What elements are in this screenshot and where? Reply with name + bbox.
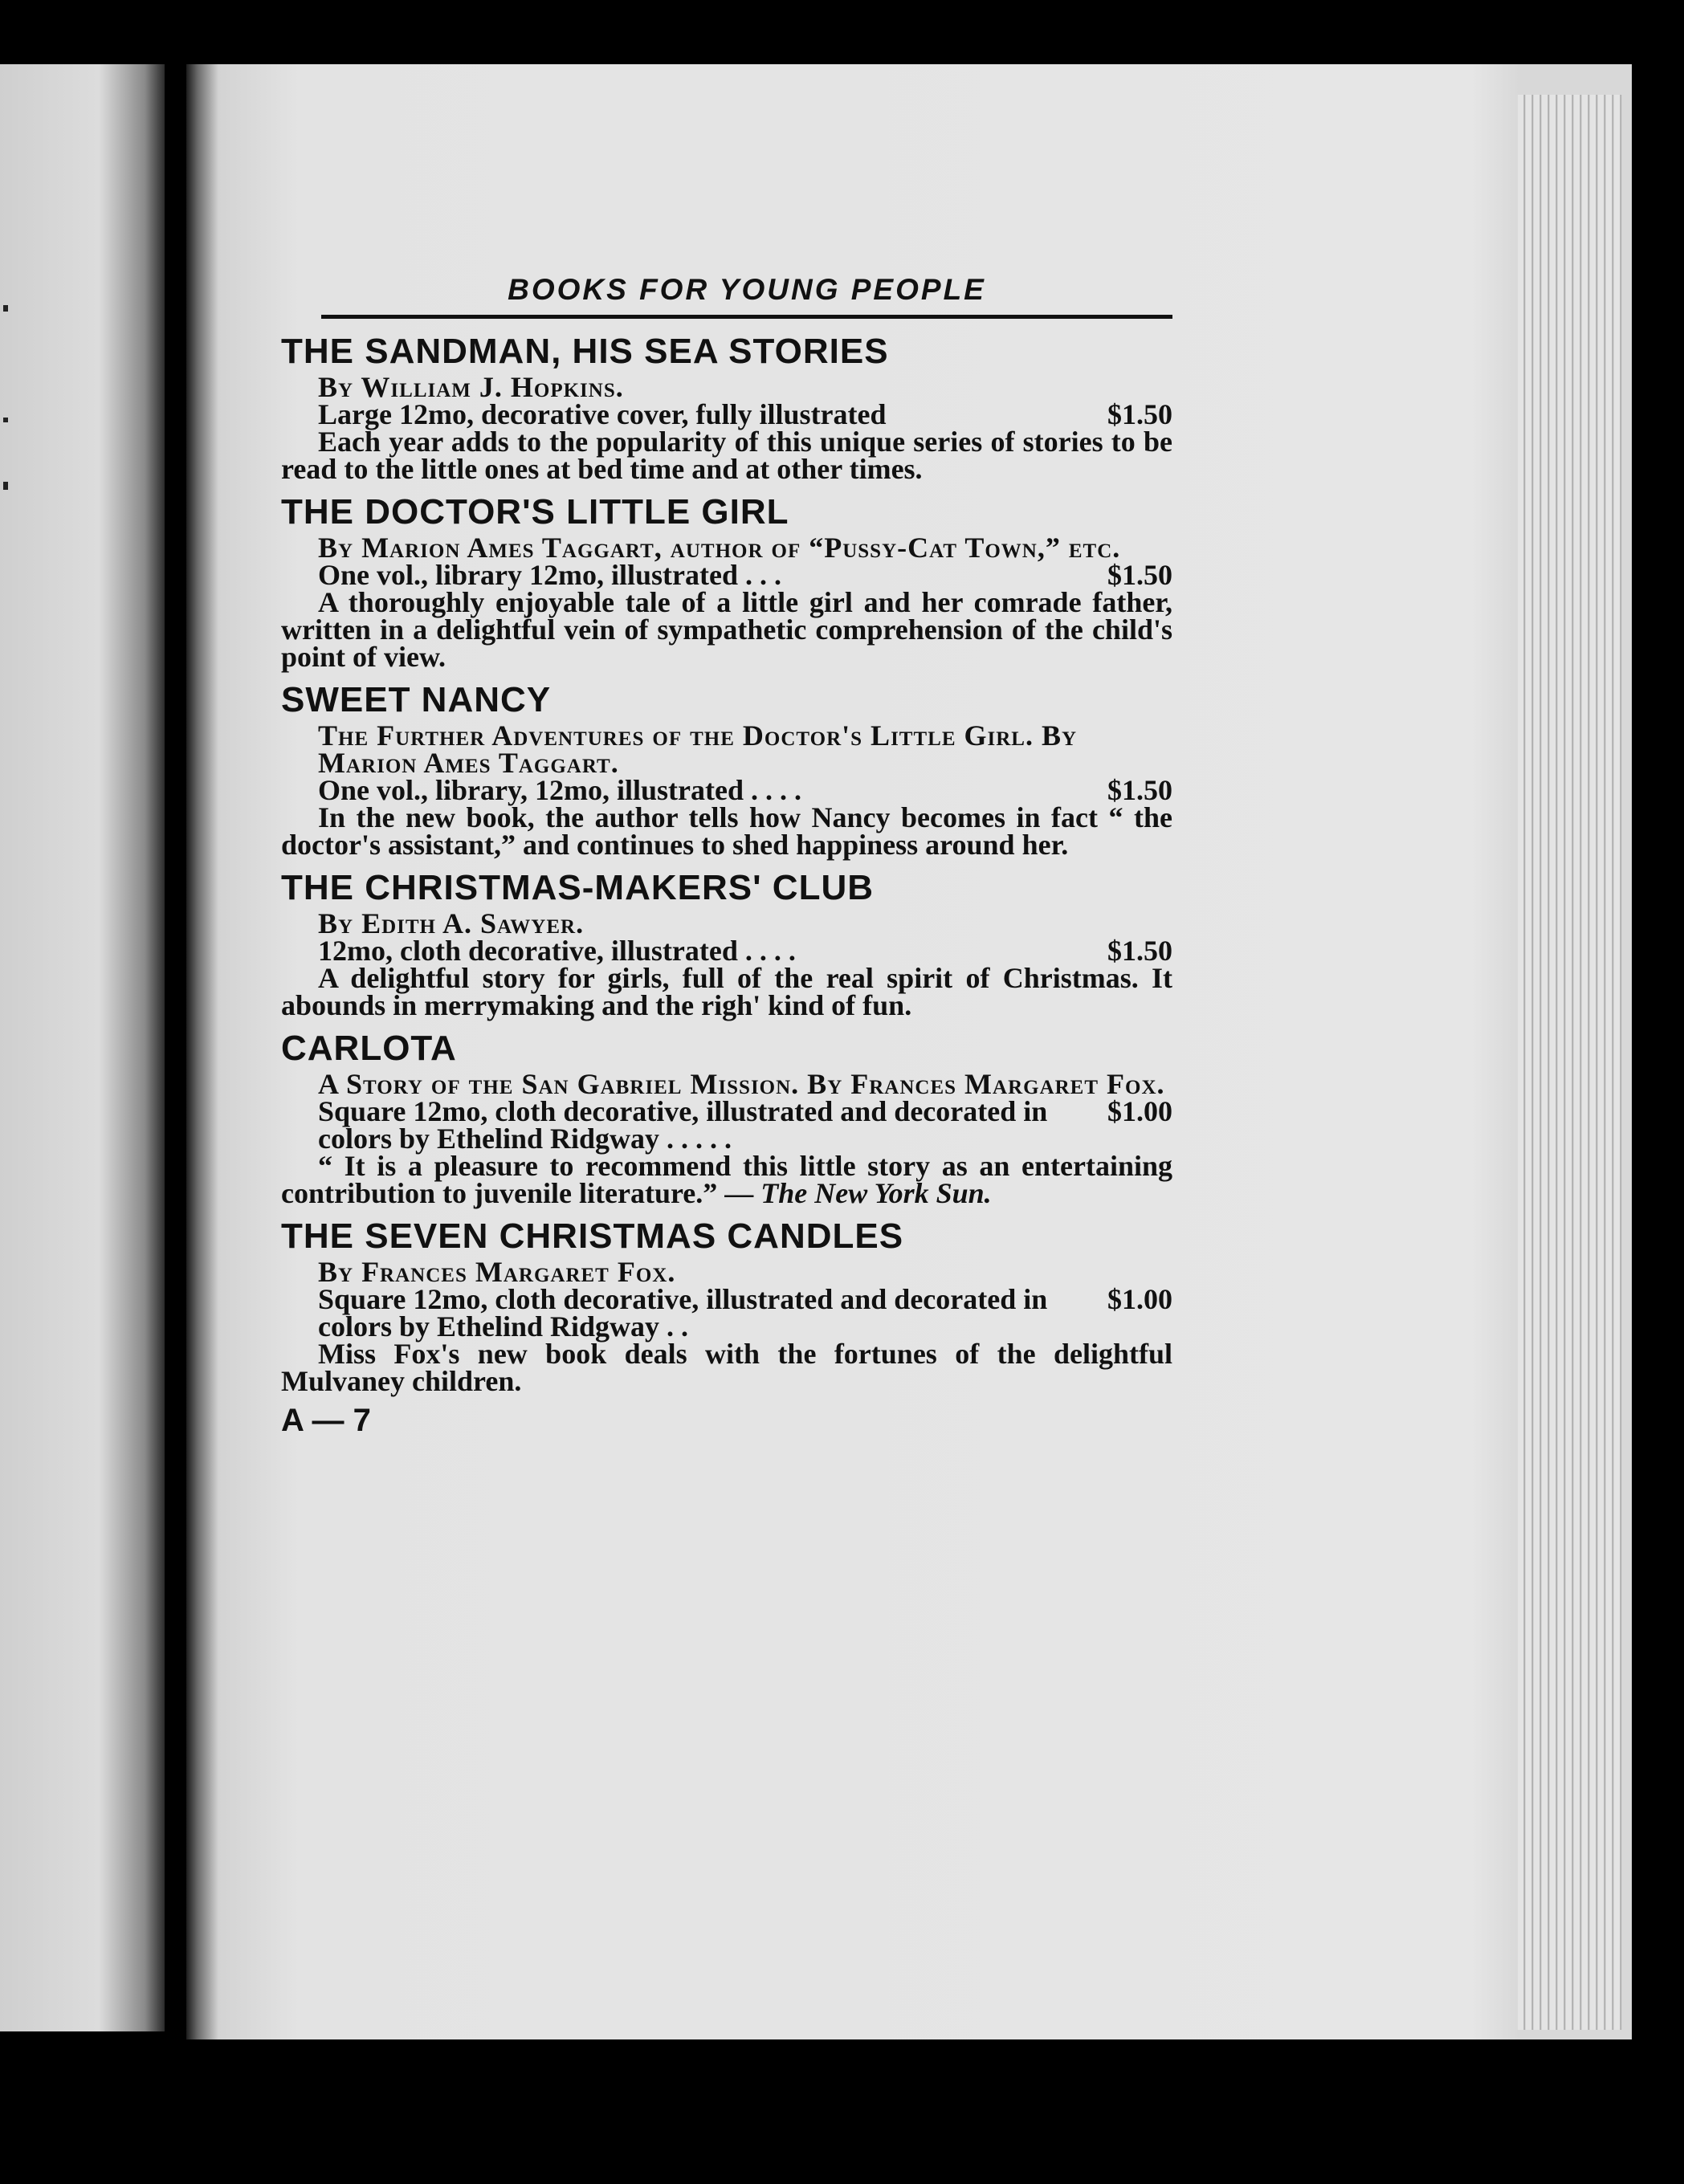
book-byline: By Marion Ames Taggart, author of “Pussy-Cat Town,” etc.: [318, 532, 1121, 564]
book-price: $1.50: [1107, 774, 1172, 806]
review-source: The New York Sun.: [760, 1177, 992, 1209]
book-description: Each year adds to the popularity of this unique series of stories to be read to the little ones at bed time and at other times.: [281, 426, 1172, 485]
running-head: BOOKS FOR YOUNG PEOPLE: [508, 273, 986, 306]
book-detail: [281, 935, 1172, 967]
book-format: One vol., library 12mo, illustrated . . .: [318, 559, 781, 591]
book-byline: By Edith A. Sawyer.: [318, 907, 585, 939]
book-entry: [281, 866, 1172, 1019]
book-byline: By Frances Margaret Fox.: [318, 1256, 676, 1288]
book-detail: [281, 398, 1172, 430]
book-title: THE SEVEN CHRISTMAS CANDLES: [281, 1216, 904, 1256]
stacked-page-edges: [1518, 95, 1622, 2030]
book-title: THE SANDMAN, HIS SEA STORIES: [281, 332, 889, 371]
page-mark: [3, 305, 8, 312]
book-price: $1.50: [1107, 935, 1172, 967]
book-price: $1.50: [1107, 398, 1172, 430]
book-format: 12mo, cloth decorative, illustrated . . . .: [318, 935, 796, 967]
page-mark: [3, 418, 8, 422]
book-description: A thoroughly enjoyable tale of a little girl and her comrade father, written in a delightful vein of sympathetic comprehension of the child's point of view.: [281, 586, 1172, 673]
book-byline: The Further Adventures of the Doctor's Little Girl. By Marion Ames Taggart.: [318, 719, 1078, 779]
book-description: [281, 1152, 1172, 1207]
book-title: THE DOCTOR'S LITTLE GIRL: [281, 492, 789, 532]
book-detail: [281, 561, 1172, 589]
book-description: In the new book, the author tells how Nancy becomes in fact “ the doctor's assistant,” and continues to shed happiness around her.: [281, 801, 1172, 861]
book-entry: [281, 678, 1172, 861]
page-signature: A — 7: [281, 1403, 371, 1438]
book-entry: [281, 1215, 1172, 1395]
book-entry: [281, 1027, 1172, 1207]
book-format: Square 12mo, cloth decorative, illustrated and decorated in colors by Ethelind Ridgway . . . . .: [318, 1095, 1048, 1155]
book-price: $1.00: [1107, 1283, 1172, 1315]
book-description: A delightful story for girls, full of the real spirit of Christmas. It abounds in merrymaking and the righ' kind of fun.: [281, 962, 1172, 1021]
book-entry: [281, 330, 1172, 483]
book-format: Square 12mo, cloth decorative, illustrated and decorated in colors by Ethelind Ridgway . .: [318, 1283, 1048, 1343]
book-title: THE CHRISTMAS-MAKERS' CLUB: [281, 868, 874, 907]
book-price: $1.50: [1107, 559, 1172, 591]
book-detail: [281, 776, 1172, 804]
header-rule: [321, 315, 1172, 319]
page-mark: [3, 482, 8, 490]
page-content: [281, 273, 1172, 1439]
book-price: $1.00: [1107, 1095, 1172, 1127]
book-description: Miss Fox's new book deals with the fortunes of the delightful Mulvaney children.: [281, 1338, 1172, 1397]
book-entry: [281, 491, 1172, 673]
left-page-edge: [0, 64, 165, 2031]
book-format: Large 12mo, decorative cover, fully illustrated: [318, 398, 887, 430]
book-detail: [281, 1095, 1172, 1155]
book-byline: A Story of the San Gabriel Mission. By Frances Margaret Fox.: [318, 1068, 1165, 1100]
book-title: SWEET NANCY: [281, 680, 552, 719]
book-byline: By William J. Hopkins.: [318, 371, 624, 403]
book-format: One vol., library, 12mo, illustrated . . . .: [318, 774, 801, 806]
book-title: CARLOTA: [281, 1029, 457, 1068]
book-detail: [281, 1283, 1172, 1343]
review-quote: “ It is a pleasure to recommend this little story as an entertaining contribution to juvenile literature.” —: [281, 1150, 1172, 1209]
